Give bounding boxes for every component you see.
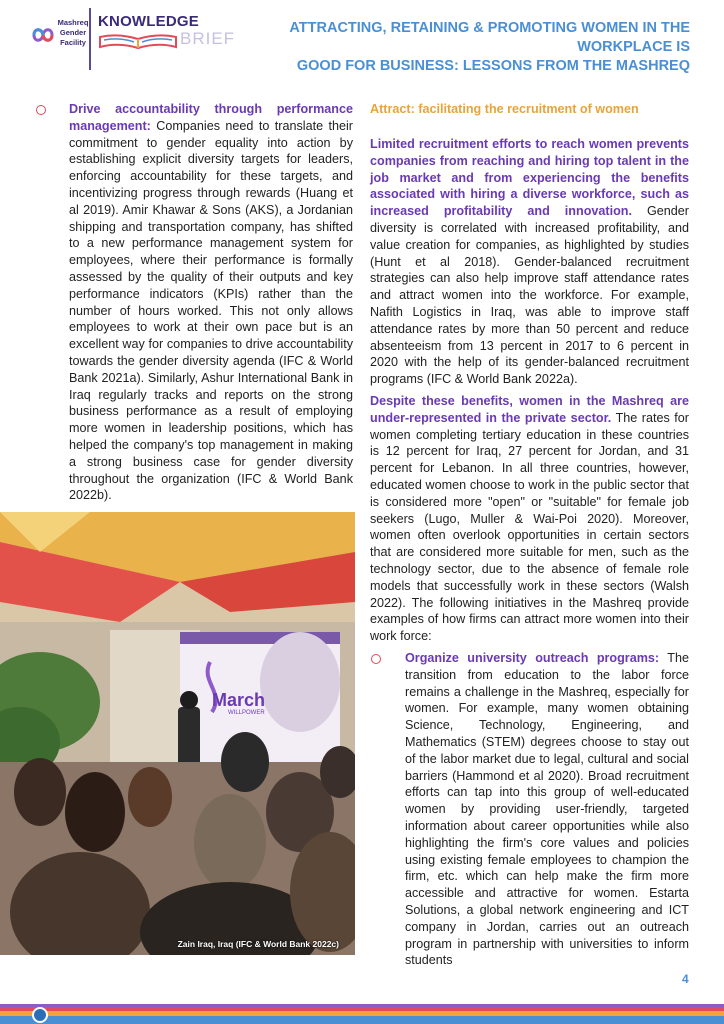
banner-subtext: WILLPOWER <box>228 710 265 716</box>
bullet-icon <box>371 654 381 664</box>
footer-stripe-blue <box>0 1016 724 1024</box>
kb-subtitle: BRIEF <box>180 29 236 48</box>
knowledge-brief-logo <box>98 13 236 54</box>
mashreq-gender-facility-logo <box>30 18 90 58</box>
underrepresentation-lead: Despite these benefits, women in the Mashreq are under-represented in the private sector. <box>370 394 689 425</box>
event-photo-illustration <box>0 512 355 955</box>
page-title-line-2: GOOD FOR BUSINESS: LESSONS FROM THE MASHREQ <box>296 58 690 74</box>
logo-line-1: Mashreq <box>57 18 89 27</box>
photo-caption: Zain Iraq, Iraq (IFC & World Bank 2022c) <box>177 939 339 949</box>
page-number: 4 <box>682 972 689 986</box>
book-icon <box>98 33 178 49</box>
event-photo <box>0 512 355 955</box>
page-header <box>0 0 724 72</box>
infinity-logo-icon <box>30 22 56 48</box>
underrepresentation-text: The rates for women completing tertiary education in these countries is 12 percent for Iraq, 27 percent for Jordan, and 31 percent for Lebanon. In all three countries, however, educated women choose to work in the public sector that is considered more "open" or "suitable" for female job seekers (Lugo, Muller & Wai-Poi 2020). Moreover, women often overlook opportunities in certain sectors that are considered more suitable for men, such as the technology sector, due to the absence of female role models that successfully work in these sectors (Walsh 2022). The following initiatives in the Mashreq provide examples of how firms can attract more women into their work force: <box>370 410 689 644</box>
recruitment-text: Gender diversity is correlated with increased profitability, and value creation for companies, as highlighted by studies (Hunt et al 2018). Gender-balanced recruitment strategies can also help improve staff attendance rates and attract women into the workforce. For example, Nafith Logistics in Iraq, was able to improve staff attendance rates by more than 50 percent and reduce absenteeism from 13 percent in 2017 to 6 percent in 2020 with the help of its gender-balanced recruitment programs (IFC & World Bank 2022a). <box>370 204 689 387</box>
kb-title: KNOWLEDGE <box>98 13 199 30</box>
recruitment-lead: Limited recruitment efforts to reach women prevents companies from reaching and hiring top talent in the job market and from experiencing the benefits associated with hiring a diverse workforce, such as increased profitability and innovation. <box>370 137 689 219</box>
banner-text: March <box>212 690 266 710</box>
accountability-heading: Drive accountability through performance management: <box>69 102 353 133</box>
logo-line-2: Gender <box>59 28 87 37</box>
section-heading: Attract: facilitating the recruitment of women <box>370 102 639 116</box>
accountability-paragraph <box>69 101 353 504</box>
bullet-icon <box>36 105 46 115</box>
page-title-line-1: ATTRACTING, RETAINING & PROMOTING WOMEN IN THE WORKPLACE IS <box>289 20 690 55</box>
accountability-text: Companies need to translate their commitment to gender equality into action by establishing explicit diversity targets for leaders, enforcing accountability for these targets, and incentivizing progress through rewards (Huang et al 2019). Amir Khawar & Sons (AKS), a Jordanian shipping and transportation company, has shifted to a new performance management system for employees, where their performance is formally assessed by the quality of their outputs and key performance indicators (KPIs) rather than the number of hours worked. This not only allows employees to work at their own pace but is an excellent way for companies to drive accountability towards the gender diversity agenda (IFC & World Bank 2021a). Similarly, Ashur International Bank in Iraq regularly tracks and reports on the strong business performance as a result of employing more women in leadership positions, which has helped the company's top management in making a strong business case for gender diversity throughout the organization (IFC & World Bank 2022b). <box>69 118 353 503</box>
outreach-heading: Organize university outreach programs: <box>405 651 660 665</box>
outreach-text: The transition from education to the labor force remains a challenge in the Mashreq, especially for women. For example, many women obtaining Science, Technology, Engineering, and Mathematics (STEM) degrees choose to stay out of the labor market due to legal, cultural and social barriers (Hammond et al 2020). Broad recruitment efforts can tap into this group of well-educated women by providing user-friendly, targeted information about career opportunities while also highlighting the firm's core values and policies using existing female employees to champion the firm, etc. which can help make the firm more accessible and attractive for women. Estarta Solutions, a global network engineering and ICT company in Jordan, carries out an outreach program in partnership with universities to inform students <box>405 651 689 968</box>
logo-line-3: Facility <box>60 38 86 47</box>
underrepresentation-paragraph <box>370 393 689 645</box>
globe-icon <box>32 1007 48 1023</box>
header-divider <box>89 8 91 70</box>
recruitment-paragraph <box>370 136 689 388</box>
page-title <box>240 19 690 76</box>
page-footer <box>0 1004 724 1024</box>
outreach-paragraph <box>405 650 689 969</box>
